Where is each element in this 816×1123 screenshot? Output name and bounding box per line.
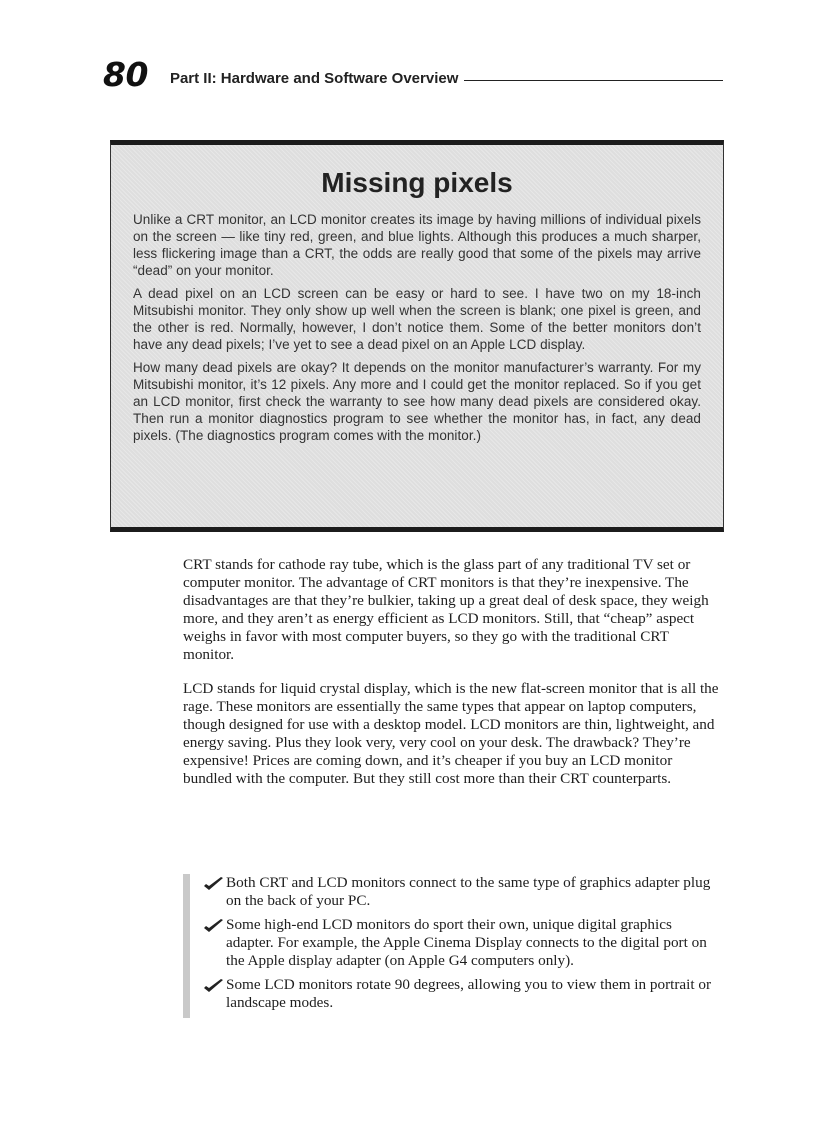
part-title: Part II: Hardware and Software Overview (169, 70, 459, 87)
header-rule (464, 80, 723, 81)
page-number: 80 (103, 55, 148, 94)
list-item (202, 874, 723, 910)
body-paragraph: CRT stands for cathode ray tube, which is the glass part of any traditional TV set or computer monitor. The advantage of CRT monitors is that they’re inexpensive. The disadvantages are that they’re bulkier, taking up a great deal of desk space, they weigh more, and they aren’t as energy efficient as LCD monitors. Still, that “cheap” aspect weighs in favor with most computer buyers, so they go with the traditional CRT monitor. (183, 556, 709, 663)
sidebar-box (110, 140, 724, 532)
check-icon (202, 976, 226, 994)
sidebar-paragraph: How many dead pixels are okay? It depends on the monitor manufacturer’s warranty. For my Mitsubishi monitor, it’s 12 pixels. Any more and I could get the monitor replaced. So if you get an LCD monitor, first check the warranty to see how many dead pixels are considered okay. Then run a monitor diagnostics program to see whether the monitor has, in fact, any dead pixels. (The diagnostics program comes with the monitor.) (133, 360, 701, 443)
sidebar-title: Missing pixels (321, 167, 513, 198)
list-item (202, 916, 723, 970)
body-paragraph: LCD stands for liquid crystal display, which is the new flat-screen monitor that is all the rage. These monitors are essentially the same types that appear on laptop computers, though designed for use with a desktop model. LCD monitors are thin, lightweight, and energy saving. Plus they look very, very cool on your desk. The drawback? They’re expensive! Prices are coming down, and it’s cheaper if you buy an LCD monitor bundled with the computer. But they still cost more than their CRT counterparts. (183, 680, 719, 787)
running-header (103, 55, 723, 94)
body-text (183, 556, 723, 804)
list-item-text: Some high-end LCD monitors do sport their own, unique digital graphics adapter. For example, the Apple Cinema Display connects to the digital port on the Apple display adapter (on Apple G4 computers only). (226, 916, 707, 969)
check-icon (202, 874, 226, 892)
check-icon (202, 916, 226, 934)
list-item (202, 976, 723, 1012)
sidebar-paragraph: A dead pixel on an LCD screen can be easy or hard to see. I have two on my 18-inch Mitsubishi monitor. They only show up well when the screen is blank; one pixel is green, and the other is red. Normally, however, I don’t notice them. Some of the better monitors don’t have any dead pixels; I’ve yet to see a dead pixel on an Apple LCD display. (133, 286, 701, 352)
bullet-list (183, 874, 723, 1018)
sidebar-paragraph: Unlike a CRT monitor, an LCD monitor creates its image by having millions of individual pixels on the screen — like tiny red, green, and blue lights. Although this produces a much sharper, less flickering image than a CRT, the odds are really good that some of the pixels may arrive “dead” on your monitor. (133, 212, 701, 278)
list-item-text: Some LCD monitors rotate 90 degrees, allowing you to view them in portrait or landscape modes. (226, 976, 712, 1011)
list-item-text: Both CRT and LCD monitors connect to the same type of graphics adapter plug on the back of your PC. (226, 874, 711, 909)
